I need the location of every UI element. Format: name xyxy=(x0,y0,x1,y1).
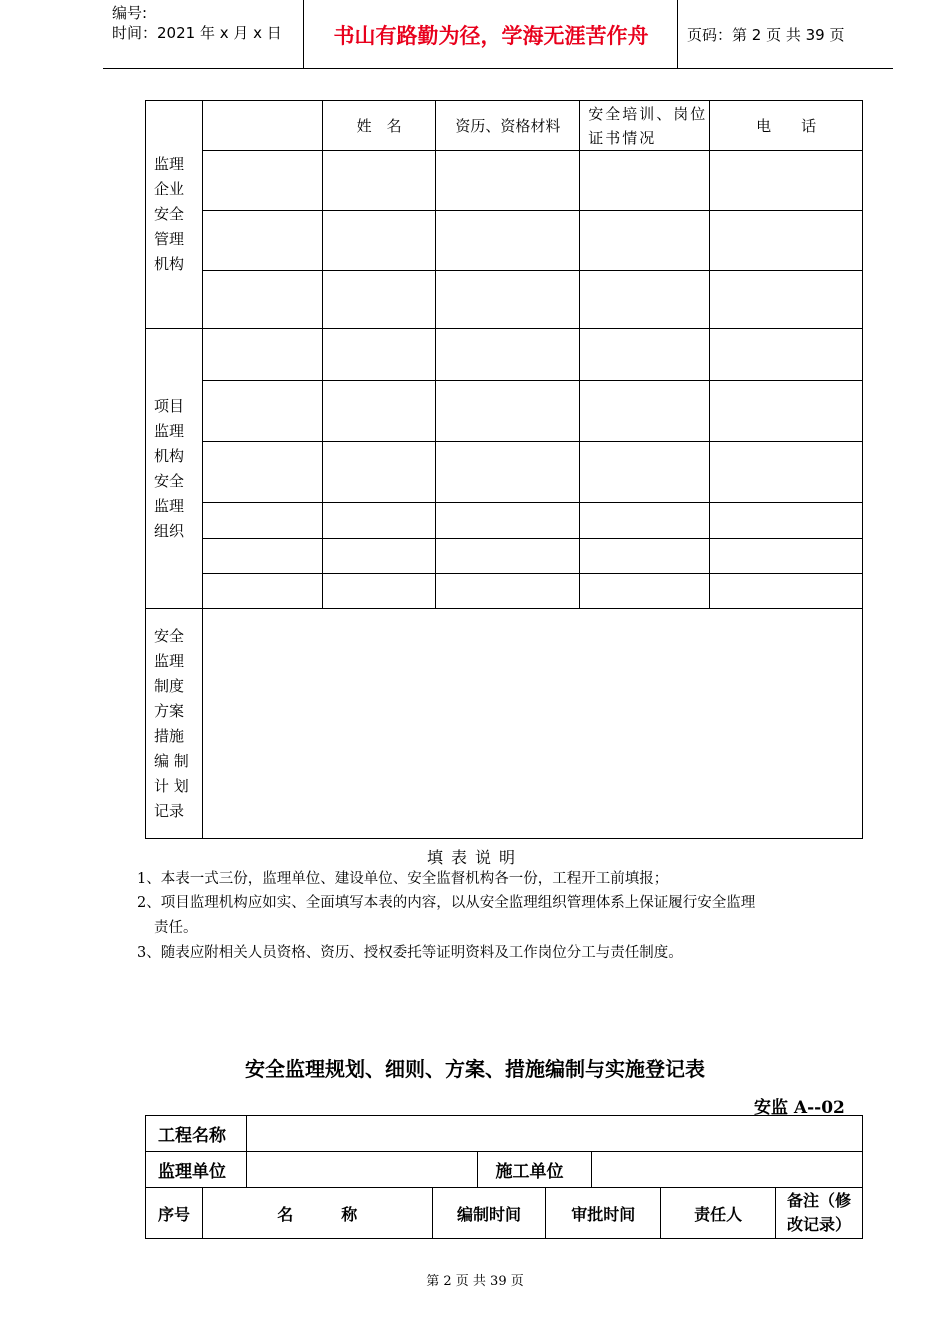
header-motto: 书山有路勤为径，学海无涯苦作舟 xyxy=(333,23,649,48)
col-approve-time: 审批时间 xyxy=(546,1188,661,1239)
header-phone: 电 话 xyxy=(710,101,863,151)
table-row xyxy=(146,574,863,609)
contractor-value[interactable] xyxy=(592,1152,863,1188)
number-label: 编号: xyxy=(112,4,148,22)
col-name: 名 称 xyxy=(202,1188,432,1239)
header-left xyxy=(112,3,282,43)
table-row xyxy=(146,271,863,329)
group-label-enterprise: 监理企业安全管理机构 xyxy=(146,101,203,329)
table-row xyxy=(146,539,863,574)
col-remarks: 备注（修改记录） xyxy=(775,1188,862,1239)
header-blank xyxy=(202,101,322,151)
table-row xyxy=(146,211,863,271)
page-footer: 第 2 页 共 39 页 xyxy=(426,1274,524,1289)
time-label: 时间：2021 年 x 月 x 日 xyxy=(112,24,282,42)
note-item-1: 1、本表一式三份，监理单位、建设单位、安全监督机构各一份，工程开工前填报； xyxy=(137,871,669,887)
supervisor-value[interactable] xyxy=(246,1152,477,1188)
form-code: 安监 A--02 xyxy=(754,1098,845,1118)
group-label-project: 项目监理机构安全监理组织 xyxy=(146,329,203,609)
table-row xyxy=(146,151,863,211)
notes-title: 填表说明 xyxy=(426,848,523,867)
project-name-value[interactable] xyxy=(246,1116,862,1152)
project-info-table xyxy=(145,1115,863,1188)
col-index: 序号 xyxy=(146,1188,203,1239)
supervisor-label: 监理单位 xyxy=(146,1152,247,1188)
register-header-row xyxy=(146,1188,863,1239)
header-training: 安全培训、岗位证书情况 xyxy=(580,101,710,151)
contractor-label: 施工单位 xyxy=(477,1152,592,1188)
header-bottom-rule xyxy=(103,68,893,69)
project-name-label: 工程名称 xyxy=(146,1116,247,1152)
header-divider-right xyxy=(677,0,678,68)
header-name: 姓 名 xyxy=(322,101,436,151)
register-table xyxy=(145,1187,863,1239)
col-responsible: 责任人 xyxy=(661,1188,776,1239)
header-page-label: 页码：第 2 页 共 39 页 xyxy=(687,26,845,44)
section-title: 安全监理规划、细则、方案、措施编制与实施登记表 xyxy=(245,1057,705,1081)
note-item-2-cont: 责任。 xyxy=(154,920,198,936)
group-label-plan: 安全监理制度方案措施编 制计 划记录 xyxy=(146,609,203,839)
table-row xyxy=(146,609,863,839)
header-divider-left xyxy=(303,0,304,68)
table-row xyxy=(146,329,863,381)
note-item-3: 3、随表应附相关人员资格、资历、授权委托等证明资料及工作岗位分工与责任制度。 xyxy=(137,945,683,961)
table-header-row xyxy=(146,101,863,151)
col-compile-time: 编制时间 xyxy=(432,1188,546,1239)
note-item-2: 2、项目监理机构应如实、全面填写本表的内容，以从安全监理组织管理体系上保证履行安全监理 xyxy=(137,895,756,911)
table-row xyxy=(146,442,863,503)
safety-organization-table xyxy=(145,100,863,839)
header-qualification: 资历、资格材料 xyxy=(436,101,580,151)
table-row xyxy=(146,503,863,539)
table-row xyxy=(146,381,863,442)
